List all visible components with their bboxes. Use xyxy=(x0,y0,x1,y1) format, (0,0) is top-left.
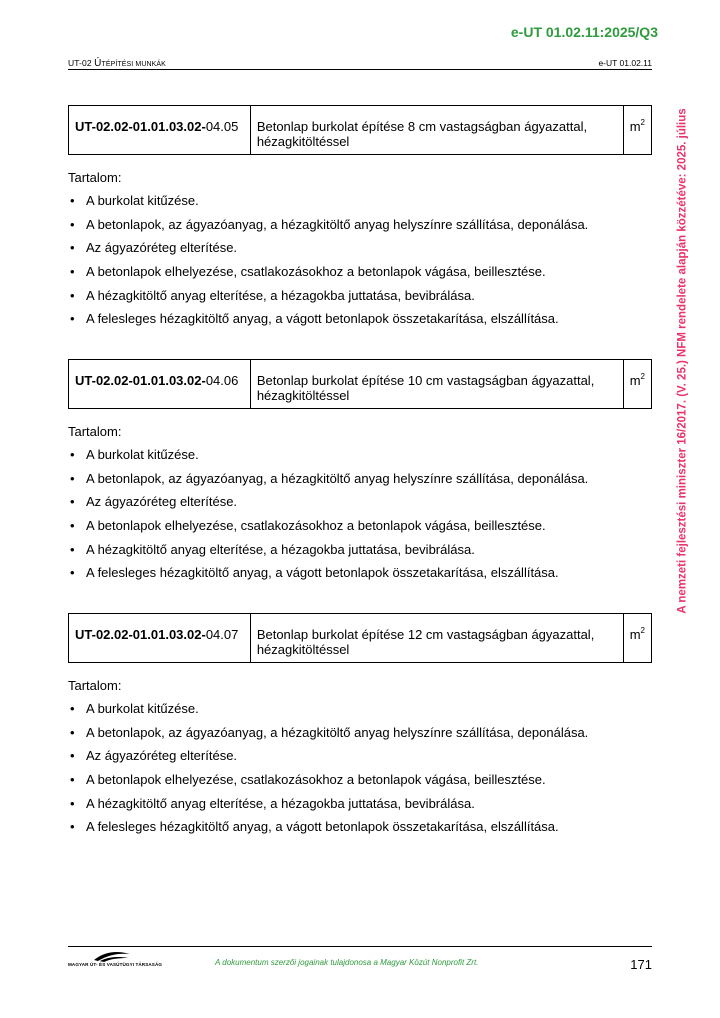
unit-exponent: 2 xyxy=(640,118,645,127)
item-code-cell xyxy=(69,106,251,155)
footer-divider xyxy=(68,946,652,947)
side-note-text: A nemzeti fejlesztési miniszter 16/2017. (V. 25.) NFM rendelete alapján közzétéve: 2025. július xyxy=(677,108,690,614)
content-list xyxy=(68,701,652,843)
running-header-left xyxy=(68,58,166,69)
item-row xyxy=(69,360,652,409)
list-item: • A betonlapok elhelyezése, csatlakozásokhoz a betonlapok vágása, beillesztése. xyxy=(68,772,652,796)
list-item: • A betonlapok elhelyezése, csatlakozásokhoz a betonlapok vágása, beillesztése. xyxy=(68,518,652,542)
list-item: • A betonlapok elhelyezése, csatlakozásokhoz a betonlapok vágása, beillesztése. xyxy=(68,264,652,288)
item-table-3 xyxy=(68,613,652,663)
unit-base: m xyxy=(629,373,641,388)
page-number: 171 xyxy=(630,957,652,972)
list-item: • A hézagkitöltő anyag elterítése, a hézagokba juttatása, bevibrálása. xyxy=(68,288,652,312)
item-code-cell xyxy=(69,360,251,409)
item-row xyxy=(69,614,652,663)
content-title: Tartalom: xyxy=(68,170,122,185)
item-code-bold: UT-02.02-01.01.03.02- xyxy=(75,119,206,134)
content-list xyxy=(68,193,652,335)
item-code-bold: UT-02.02-01.01.03.02- xyxy=(75,373,206,388)
item-table-1 xyxy=(68,105,652,155)
unit-exponent: 2 xyxy=(640,372,645,381)
unit-base: m xyxy=(629,627,641,642)
swoosh-icon xyxy=(92,950,132,962)
list-item: • A felesleges hézagkitöltő anyag, a vágott betonlapok összetakarítása, elszállítása. xyxy=(68,565,652,589)
item-unit xyxy=(623,360,651,409)
list-item: • Az ágyazóréteg elterítése. xyxy=(68,494,652,518)
item-code-bold: UT-02.02-01.01.03.02- xyxy=(75,627,206,642)
item-row xyxy=(69,106,652,155)
header-prefix: UT-02 xyxy=(68,58,95,68)
list-item: • A burkolat kitűzése. xyxy=(68,447,652,471)
content-title: Tartalom: xyxy=(68,678,122,693)
document-code: e-UT 01.02.11:2025/Q3 xyxy=(510,24,658,40)
header-divider xyxy=(68,69,652,70)
list-item: • A felesleges hézagkitöltő anyag, a vágott betonlapok összetakarítása, elszállítása. xyxy=(68,311,652,335)
item-description: Betonlap burkolat építése 10 cm vastagságban ágyazattal, hézagkitöltéssel xyxy=(250,360,623,409)
list-item: • A burkolat kitűzése. xyxy=(68,193,652,217)
item-unit xyxy=(623,106,651,155)
content-list xyxy=(68,447,652,589)
content-block-2 xyxy=(68,424,652,589)
publisher-logo xyxy=(68,950,163,972)
item-code-cell xyxy=(69,614,251,663)
content-block-3 xyxy=(68,678,652,843)
item-code-suffix: 04.06 xyxy=(205,373,239,388)
list-item: • A burkolat kitűzése. xyxy=(68,701,652,725)
content-block-1 xyxy=(68,170,652,335)
list-item: • A betonlapok, az ágyazóanyag, a hézagkitöltő anyag helyszínre szállítása, deponálása. xyxy=(68,217,652,241)
list-item: • A hézagkitöltő anyag elterítése, a hézagokba juttatása, bevibrálása. xyxy=(68,542,652,566)
content-title: Tartalom: xyxy=(68,424,122,439)
unit-base: m xyxy=(629,119,641,134)
item-code-suffix: 04.07 xyxy=(205,627,239,642)
list-item: • A felesleges hézagkitöltő anyag, a vágott betonlapok összetakarítása, elszállítása. xyxy=(68,819,652,843)
logo-text: MAGYAR ÚT- ÉS VASÚTÜGYI TÁRSASÁG xyxy=(68,962,163,967)
item-unit xyxy=(623,614,651,663)
copyright-notice: A dokumentum szerzői jogainak tulajdonosa a Magyar Közút Nonprofit Zrt. xyxy=(215,958,479,967)
item-description: Betonlap burkolat építése 12 cm vastagságban ágyazattal, hézagkitöltéssel xyxy=(250,614,623,663)
item-code-suffix: 04.05 xyxy=(205,119,239,134)
item-description: Betonlap burkolat építése 8 cm vastagságban ágyazattal, hézagkitöltéssel xyxy=(250,106,623,155)
header-small-caps: TÉPÍTÉSI MUNKÁK xyxy=(101,61,166,68)
list-item: • A betonlapok, az ágyazóanyag, a hézagkitöltő anyag helyszínre szállítása, deponálása. xyxy=(68,471,652,495)
header-initial: Ú xyxy=(94,58,102,69)
list-item: • A hézagkitöltő anyag elterítése, a hézagokba juttatása, bevibrálása. xyxy=(68,796,652,820)
unit-exponent: 2 xyxy=(640,626,645,635)
list-item: • Az ágyazóréteg elterítése. xyxy=(68,748,652,772)
list-item: • A betonlapok, az ágyazóanyag, a hézagkitöltő anyag helyszínre szállítása, deponálása. xyxy=(68,725,652,749)
running-header-right: e-UT 01.02.11 xyxy=(598,58,652,68)
side-publication-note xyxy=(674,96,692,626)
list-item: • Az ágyazóréteg elterítése. xyxy=(68,240,652,264)
item-table-2 xyxy=(68,359,652,409)
